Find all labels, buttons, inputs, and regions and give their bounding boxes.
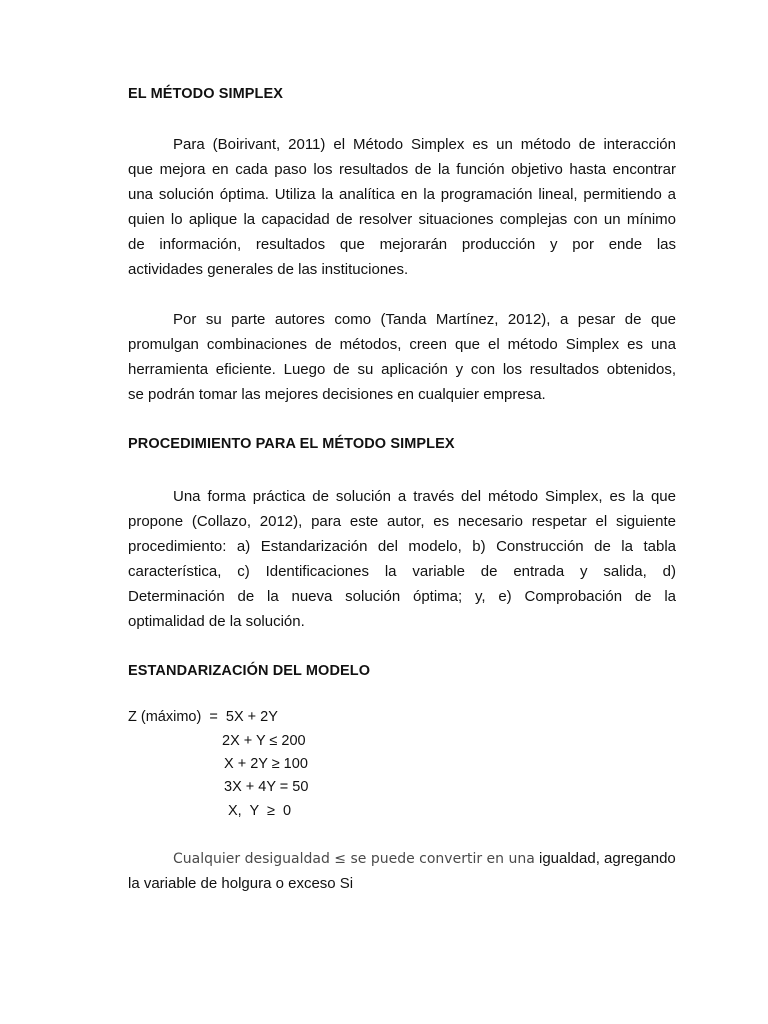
paragraph-line: herramienta eficiente. Luego de su aplicación y con los resultados obtenidos, (128, 361, 676, 378)
section-title-procedure: PROCEDIMIENTO PARA EL MÉTODO SIMPLEX (128, 436, 455, 452)
paragraph-line: quien lo aplique la capacidad de resolver situaciones complejas con un mínimo (128, 211, 676, 228)
paragraph-line-part: Cualquier desigualdad ≤ se puede convertir en una (173, 851, 535, 867)
paragraph-line-part: igualdad, agregando (534, 850, 676, 867)
paragraph-line: promulgan combinaciones de métodos, creen que el método Simplex es una (128, 336, 676, 353)
paragraph-line: la variable de holgura o exceso Si (128, 875, 354, 892)
paragraph-line: actividades generales de las instituciones. (128, 261, 409, 278)
non-negativity-constraint: X, Y ≥ 0 (228, 803, 292, 819)
paragraph-line: propone (Collazo, 2012), para este autor, es necesario respetar el siguiente (128, 513, 676, 530)
paragraph-line: de información, resultados que mejorarán producción y por ende las (128, 236, 676, 253)
paragraph-line: que mejora en cada paso los resultados de la función objetivo hasta encontrar (128, 161, 676, 178)
paragraph-line: Una forma práctica de solución a través del método Simplex, es la que (173, 488, 676, 505)
paragraph-line: Para (Boirivant, 2011) el Método Simplex es un método de interacción (173, 136, 676, 153)
paragraph-line: Por su parte autores como (Tanda Martínez, 2012), a pesar de que (173, 311, 676, 328)
paragraph-line (128, 846, 676, 871)
paragraph-line: Determinación de la nueva solución óptima; y, e) Comprobación de la (128, 588, 676, 605)
paragraph-line: se podrán tomar las mejores decisiones en cualquier empresa. (128, 386, 546, 403)
paragraph-line: una solución óptima. Utiliza la analítica en la programación lineal, permitiendo a (128, 186, 676, 203)
paragraph-line: procedimiento: a) Estandarización del modelo, b) Construcción de la tabla (128, 538, 676, 555)
section-title-standardization: ESTANDARIZACIÓN DEL MODELO (128, 663, 371, 679)
paragraph-authors (128, 307, 676, 407)
constraint-2: X + 2Y ≥ 100 (224, 756, 308, 772)
objective-function: Z (máximo) = 5X + 2Y (128, 709, 278, 725)
paragraph-definition (128, 132, 676, 282)
paragraph-procedure (128, 484, 676, 634)
section-title-simplex: EL MÉTODO SIMPLEX (128, 86, 284, 102)
paragraph-slack-variable (128, 846, 676, 896)
paragraph-line: optimalidad de la solución. (128, 613, 305, 630)
constraint-3: 3X + 4Y = 50 (224, 779, 309, 795)
paragraph-line: característica, c) Identificaciones la variable de entrada y salida, d) (128, 563, 676, 580)
constraint-1: 2X + Y ≤ 200 (222, 733, 306, 749)
